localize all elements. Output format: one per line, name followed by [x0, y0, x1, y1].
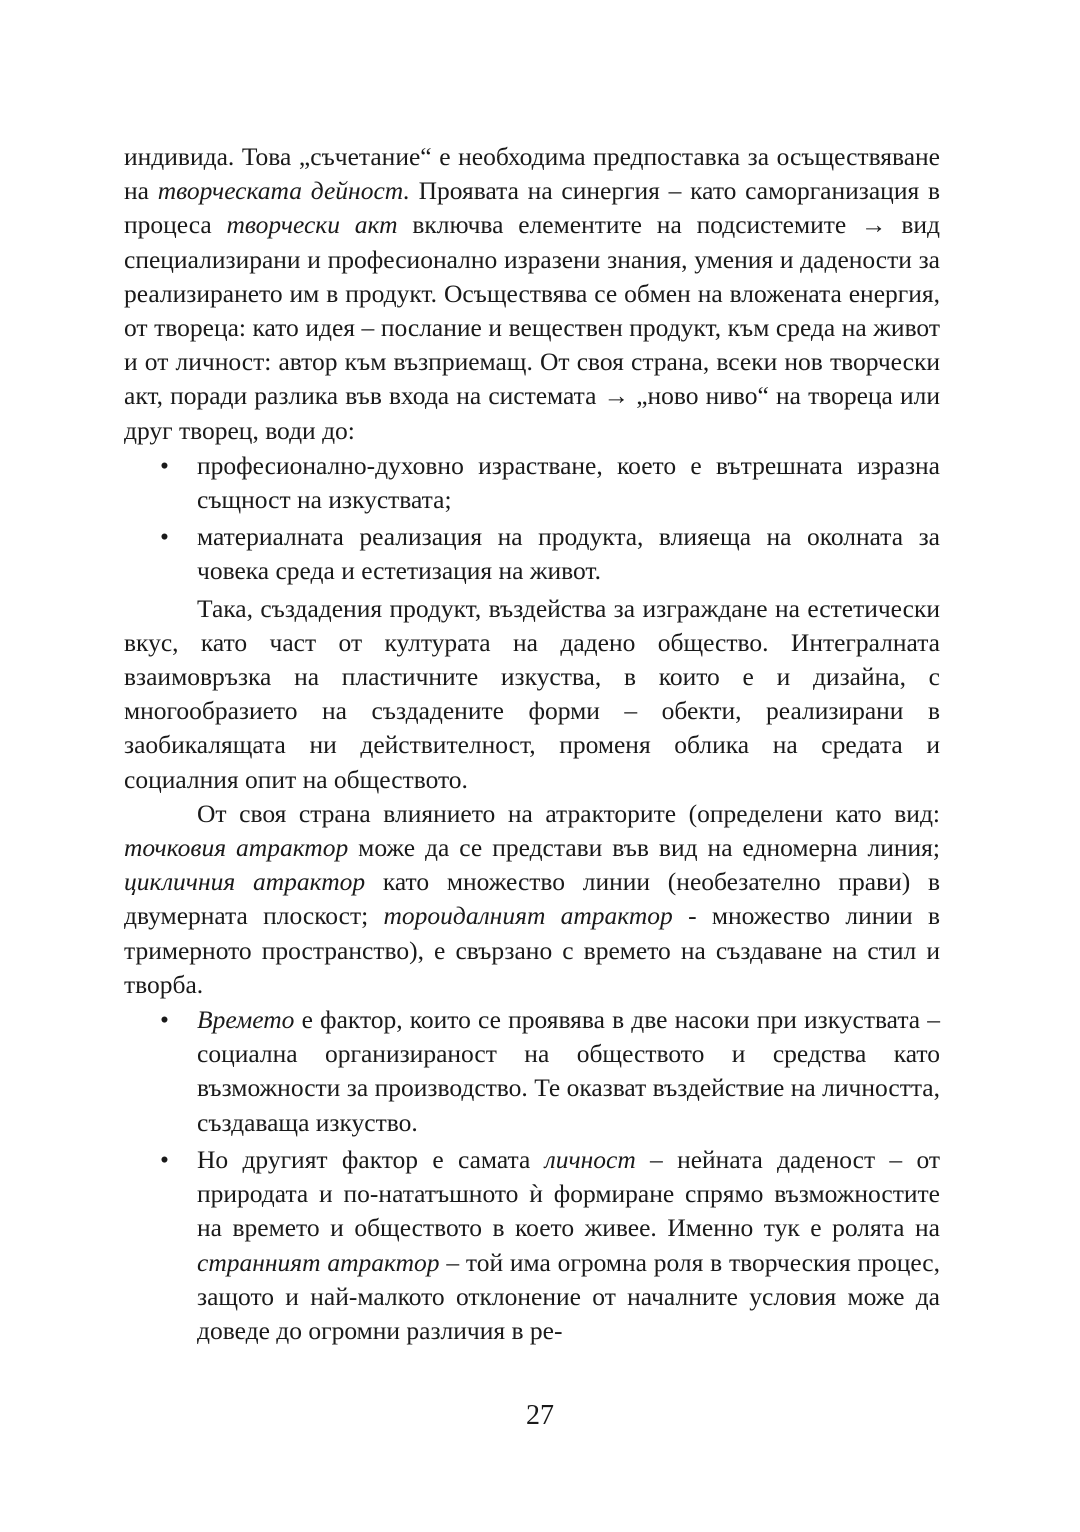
bullet-icon: • — [160, 1144, 169, 1174]
list-item: • професионално-духовно израстване, което е вътрешната изразна същност на изкуствата; — [160, 450, 940, 515]
paragraph-3: От своя страна влиянието на атракторите (определени като вид: точковия атрактор може да се представи във вид на едномерна линия; цикличния атрактор като множество линии (необезателно прави) в двумерната плоскост; тороидалният атрактор - множество линии в тримерното пространство), е свързано с времето на създаване на стил и творба. — [124, 798, 940, 999]
bullet-list-1 — [124, 449, 940, 589]
emphasis-strange-attractor: странният атрактор — [197, 1247, 440, 1277]
body-text — [124, 140, 940, 1351]
bullet-icon: • — [160, 1005, 169, 1035]
page-number: 27 — [526, 1400, 554, 1431]
emphasis-cyclic-attractor: цикличния атрактор — [124, 867, 366, 897]
paragraph-1: индивида. Това „съчетание“ е необходима предпоставка за осъществяване на творческата дейност. Проявата на синергия – като саморганизация в процеса творчески акт включва елементите на подсистемите → вид специализирани и професионално изразени знания, умения и дадености за реализирането им в продукт. Осъществява се обмен на вложената енергия, от твореца: като идея – послание и веществен продукт, към среда на живот и от личност: автор към възприемащ. От своя страна, всеки нов творчески акт, поради разлика във входа на системата → „ново ниво“ на твореца или друг творец, води до: — [124, 142, 940, 445]
emphasis-toroidal-attractor: тороидалният атрактор — [383, 901, 673, 931]
paragraph-2: Така, създадения продукт, въздейства за изграждане на естетически вкус, като част от културата на дадено общество. Интегралната взаимовръзка на пластичните изкуства, в които е и дизайна, с многообразието на създадените форми – обекти, реализирани в заобикалящата ни действителност, променя облика на средата и социалния опит на обществото. — [124, 593, 940, 794]
list-item: • Времето е фактор, които се проявява в две насоки при изкуствата – социална организираност на обществото и средства като възможности за производство. Те оказват въздействие на личността, създаваща изкуство. — [160, 1005, 940, 1137]
bullet-icon: • — [160, 450, 169, 480]
list-item: • материалната реализация на продукта, влияеща на околната за човека среда и естетизация на живот. — [160, 522, 940, 586]
bullet-icon: • — [160, 522, 169, 552]
emphasis-personality: личност — [544, 1144, 636, 1174]
emphasis-creative-act: творчески акт — [226, 210, 398, 240]
emphasis-time: Времето — [197, 1005, 295, 1035]
emphasis-creative-activity: творческата дейност. — [157, 176, 410, 206]
bullet-list-2 — [124, 1003, 940, 1348]
emphasis-point-attractor: точковия атрактор — [124, 833, 349, 863]
list-item: • Но другият фактор е самата личност – нейната даденост – от природата и по-нататъшното ѝ формиране спрямо възможностите на времето и обществото в което живее. Именно тук е ролята на странният атрактор – той има огромна роля в творческия процес, защото и най-малкото отклонение от началните условия може да доведе до огромни различия в ре- — [160, 1144, 940, 1345]
